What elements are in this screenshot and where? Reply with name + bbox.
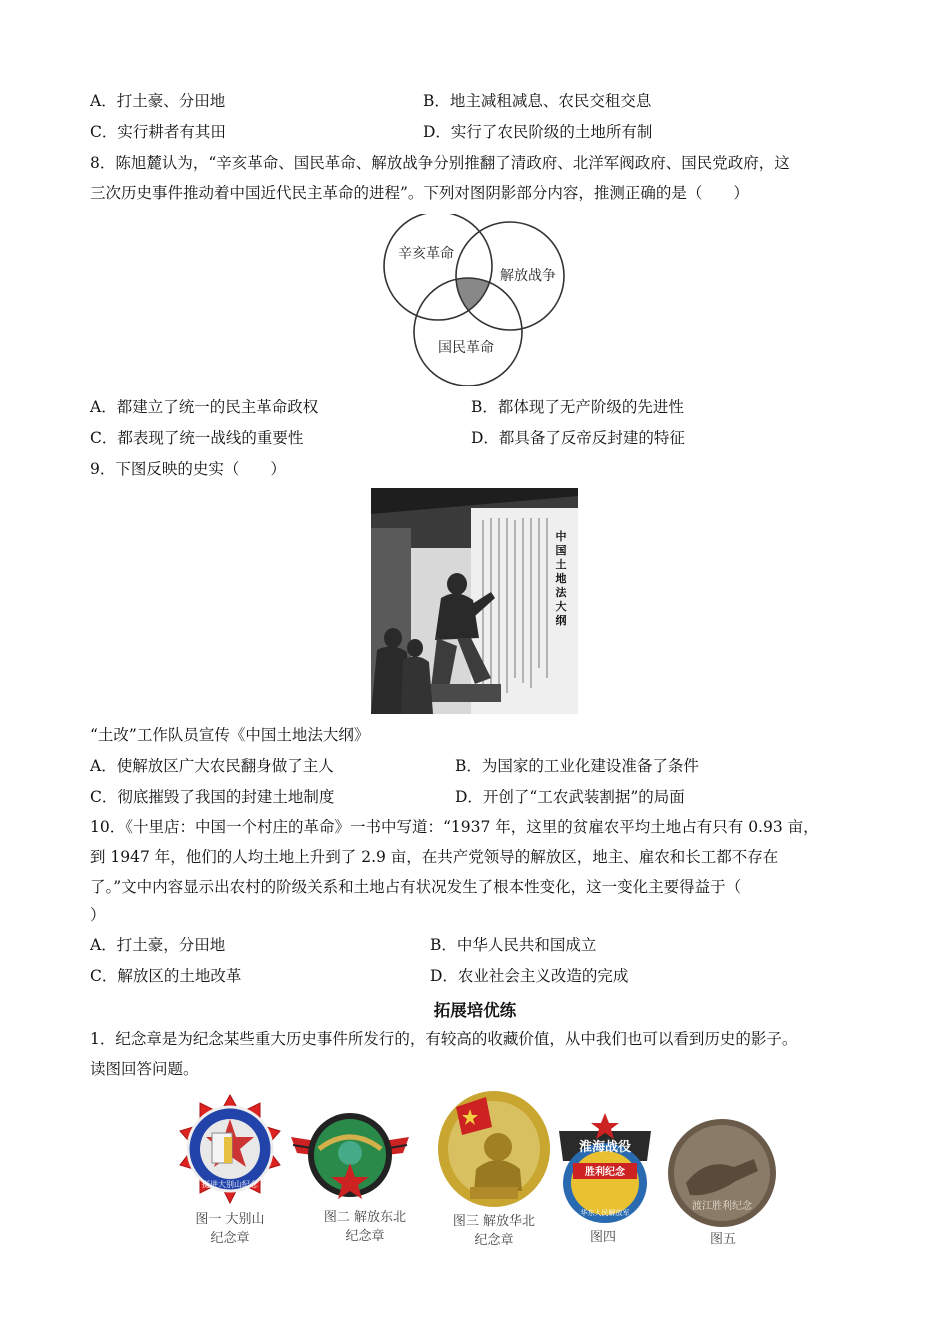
q8-option-b: B．都体现了无产阶级的先进性 [471, 398, 684, 416]
q8-option-c: C．都表现了统一战线的重要性 [90, 429, 304, 447]
q8-option-d: D．都具备了反帝反封建的特征 [471, 429, 685, 447]
q9-option-c: C．彻底摧毁了我国的封建土地制度 [90, 788, 335, 806]
photo-title-char-2: 国 [555, 544, 567, 557]
venn-circle-xinhai [384, 214, 492, 320]
badge2-caption-line1: 图二 解放东北 [323, 1210, 407, 1225]
photo-title-char-4: 地 [555, 572, 567, 585]
badge3-caption-line2: 纪念章 [474, 1233, 514, 1248]
q7-option-d: D．实行了农民阶级的土地所有制 [423, 123, 653, 141]
photo-title-char-6: 大 [555, 600, 567, 613]
q9-option-a: A．使解放区广大农民翻身做了主人 [90, 757, 334, 775]
photo-title-char-5: 法 [555, 586, 567, 599]
q7-option-c: C．实行耕者有其田 [90, 123, 226, 141]
q10-stem-line2: 到 1947 年，他们的人均土地上升到了 2.9 亩，在共产党领导的解放区，地主、雇农和长工都不存在 [90, 848, 779, 866]
q10-stem-line3: 了。”文中内容显示出农村的阶级关系和土地占有状况发生了根本性变化，这一变化主要得益于（ [90, 878, 742, 896]
venn-label-xinhai: 辛亥革命 [398, 246, 454, 262]
q10-option-d: D．农业社会主义改造的完成 [430, 967, 629, 985]
q9-option-d: D．开创了“工农武装割据”的局面 [455, 788, 685, 806]
q10-option-b: B．中华人民共和国成立 [430, 936, 597, 954]
q9-photo-caption: “土改”工作队员宣传《中国土地法大纲》 [90, 726, 370, 744]
q7-option-b: B．地主减租减息、农民交租交息 [423, 92, 652, 110]
photo-title-char-7: 纲 [555, 614, 567, 627]
venn-label-jiefang: 解放战争 [500, 268, 556, 284]
badge4-top-text: 淮海战役 [578, 1140, 632, 1155]
badge1-caption [180, 1210, 280, 1248]
land-law-photo [371, 488, 578, 714]
badge2-caption [310, 1208, 420, 1246]
section-title: 拓展培优练 [433, 1001, 517, 1020]
q8-stem-line2: 三次历史事件推动着中国近代民主革命的进程”。下列对图阴影部分内容，推测正确的是（ ） [90, 184, 749, 202]
badge5-text: 渡江胜利纪念 [692, 1201, 752, 1212]
q8-option-a: A．都建立了统一的民主革命政权 [90, 398, 319, 416]
badge3-caption-line1: 图三 解放华北 [452, 1214, 536, 1229]
photo-title-char-3: 土 [555, 558, 567, 571]
q8-stem-line1: 8．陈旭麓认为，“辛亥革命、国民革命、解放战争分别推翻了清政府、北洋军阀政府、国民党政府，这 [90, 154, 790, 172]
q9-option-b: B．为国家的工业化建设准备了条件 [455, 757, 699, 775]
badge1-ring-text: 挺进大别山纪念 [202, 1180, 258, 1189]
badge-huaihai [555, 1111, 655, 1227]
venn-diagram [380, 214, 570, 386]
badge-dabieshan [174, 1093, 286, 1205]
q10-stem-line1: 10．《十里店：中国一个村庄的革命》一书中写道：“1937 年，这里的贫雇农平均土地占有只有 0.93 亩， [90, 818, 819, 836]
q10-stem-line4: ） [90, 906, 106, 924]
badge5-caption: 图五 [709, 1232, 736, 1247]
badge3-caption [438, 1212, 550, 1250]
badge-dujiang [666, 1117, 778, 1229]
photo-title-char-1: 中 [555, 530, 567, 543]
badge4-mid-text: 胜利纪念 [585, 1167, 625, 1178]
badge-jiefang-huabei [436, 1087, 552, 1209]
badge-jiefang-dongbei [289, 1105, 411, 1207]
q9-stem: 9．下图反映的史实（ ） [90, 460, 286, 478]
q7-option-a: A．打土豪、分田地 [90, 92, 226, 110]
badge4-caption: 图四 [589, 1230, 616, 1245]
q10-option-c: C．解放区的土地改革 [90, 967, 242, 985]
q10-option-a: A．打土豪，分田地 [90, 936, 226, 954]
ext-q1-stem-line1: 1．纪念章是为纪念某些重大历史事件所发行的，有较高的收藏价值，从中我们也可以看到历史的影子。 [90, 1030, 798, 1048]
badge1-caption-line2: 纪念章 [210, 1231, 250, 1246]
badge2-caption-line2: 纪念章 [345, 1229, 385, 1244]
badge1-caption-line1: 图一 大别山 [195, 1212, 265, 1227]
ext-q1-stem-line2: 读图回答问题。 [90, 1060, 199, 1078]
venn-label-guomin: 国民革命 [438, 340, 494, 356]
badge4-ring-text: 华东人民解放军 [580, 1209, 630, 1217]
